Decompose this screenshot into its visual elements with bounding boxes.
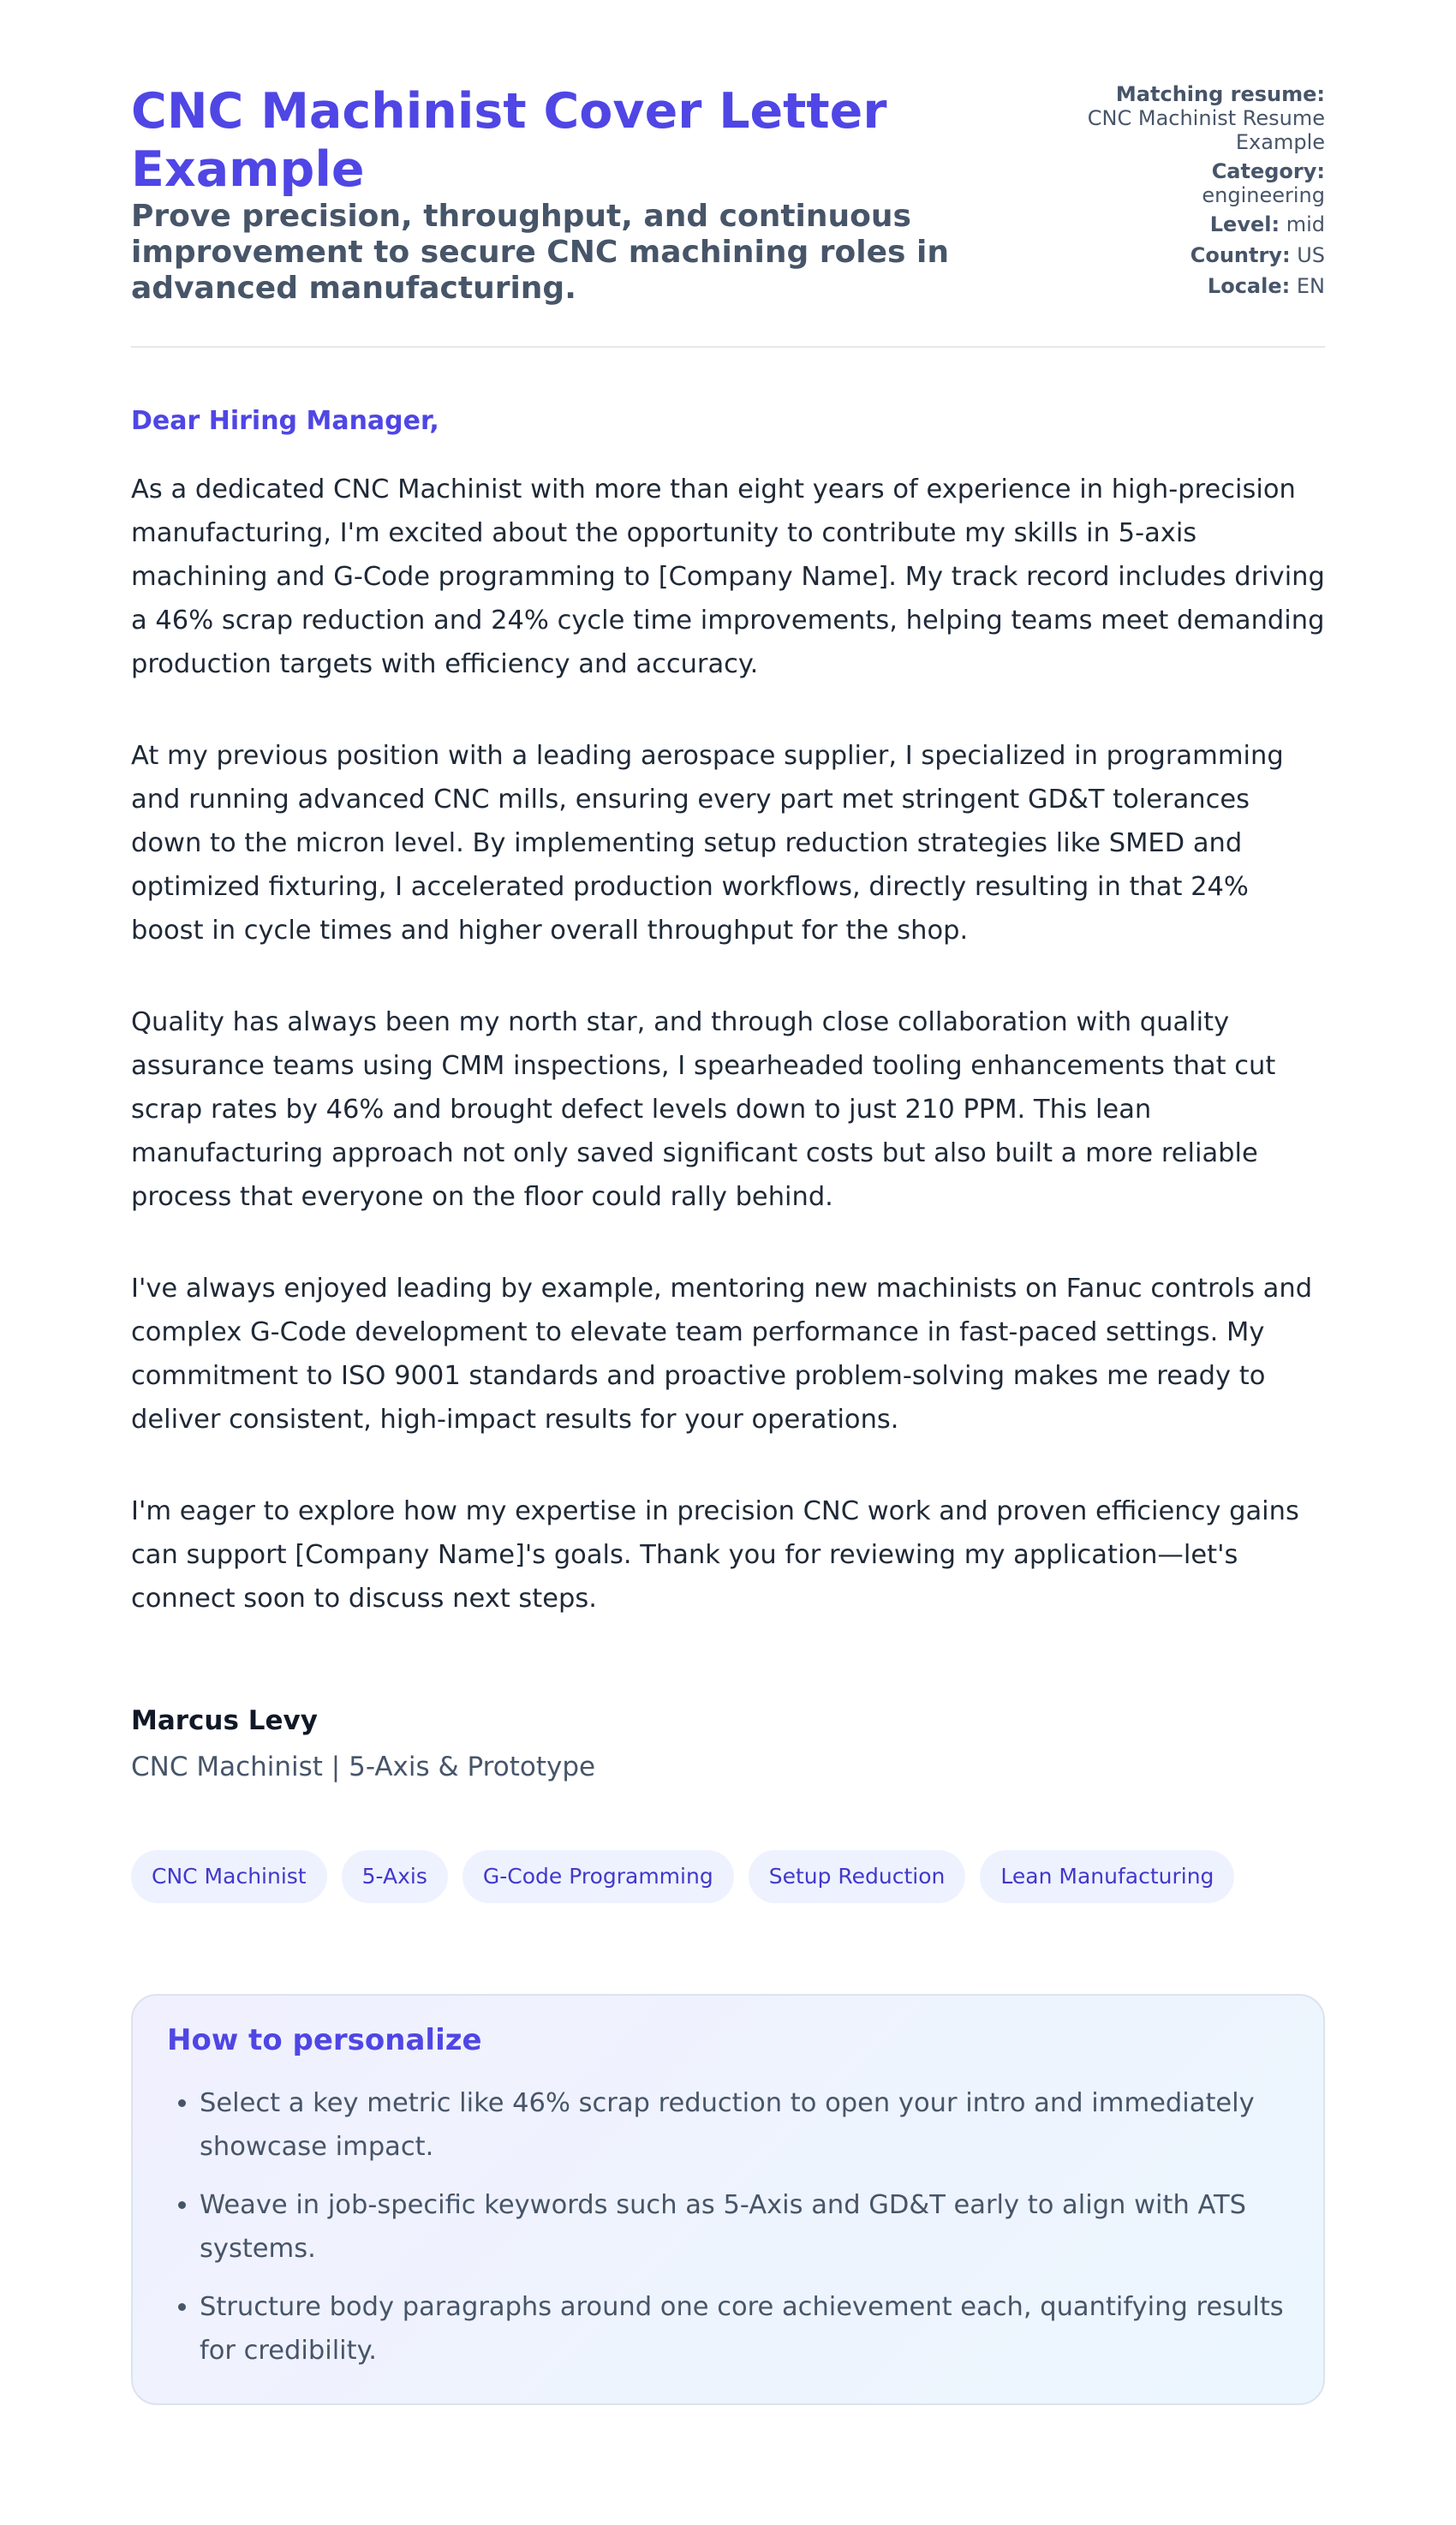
letter-greeting: Dear Hiring Manager, [131, 406, 439, 436]
meta-country [1068, 243, 1325, 267]
meta-level-value: mid [1286, 212, 1325, 236]
header-titles [131, 82, 988, 307]
skill-tag: G-Code Programming [462, 1850, 734, 1903]
tip-item: • Select a key metric like 46% scrap reduction to open your intro and immediately showcase impact. [200, 2081, 1289, 2169]
tips-list [167, 2081, 1289, 2373]
personalize-tips-box [131, 1994, 1325, 2405]
signature-name: Marcus Levy [131, 1705, 318, 1736]
page-subtitle: Prove precision, throughput, and continuous improvement to secure CNC machining roles in advanced manufacturing. [131, 199, 949, 306]
meta-category-value: engineering [1202, 183, 1325, 207]
letter-paragraph: Quality has always been my north star, and through close collaboration with quality assurance teams using CMM inspections, I spearheaded tooling enhancements that cut scrap rates by 46% and brought defect levels down to just 210 PPM. This lean manufacturing approach not only saved significant costs but also built a more reliable process that everyone on the floor could rally behind. [131, 1007, 1276, 1212]
meta-locale-value: EN [1296, 274, 1325, 298]
letter-body [131, 406, 1325, 1783]
skill-tag: 5-Axis [342, 1850, 448, 1903]
tips-title: How to personalize [167, 2023, 482, 2057]
meta-category-label: Category: [1211, 159, 1325, 183]
meta-matching-resume [1068, 82, 1325, 154]
meta-country-label: Country: [1190, 243, 1291, 267]
tip-item: • Structure body paragraphs around one core achievement each, quantifying results for credibility. [200, 2285, 1289, 2373]
tip-item: • Weave in job-specific keywords such as 5-Axis and GD&T early to align with ATS systems. [200, 2183, 1289, 2271]
skill-tag: CNC Machinist [131, 1850, 327, 1903]
meta-locale-label: Locale: [1207, 274, 1291, 298]
letter-paragraph: I'm eager to explore how my expertise in precision CNC work and proven efficiency gains can support [Company Name]'s goals. Thank you for reviewing my application—let's connect soon to discuss next steps. [131, 1496, 1299, 1614]
page-title: CNC Machinist Cover Letter Example [131, 83, 887, 198]
meta-level-label: Level: [1209, 212, 1280, 236]
skill-tags [131, 1850, 1325, 1903]
meta-category [1068, 159, 1325, 207]
letter-paragraph: I've always enjoyed leading by example, mentoring new machinists on Fanuc controls and complex G-Code development to elevate team performance in fast-paced settings. My commitment to ISO 9001 standards and proactive problem-solving makes me ready to deliver consistent, high-impact results for your operations. [131, 1274, 1313, 1435]
letter-paragraph: As a dedicated CNC Machinist with more than eight years of experience in high-precision manufacturing, I'm excited about the opportunity to contribute my skills in 5-axis machining and G-Code programming to [Company Name]. My track record includes driving a 46% scrap reduction and 24% cycle time improvements, helping teams meet demanding production targets with efficiency and accuracy. [131, 475, 1325, 679]
meta-matching-resume-value: CNC Machinist Resume Example [1087, 106, 1325, 154]
skill-tag: Lean Manufacturing [980, 1850, 1234, 1903]
page-header [131, 82, 1325, 348]
signature-title: CNC Machinist | 5-Axis & Prototype [131, 1752, 596, 1782]
meta-matching-resume-label: Matching resume: [1115, 82, 1325, 106]
meta-level [1068, 212, 1325, 236]
skill-tag: Setup Reduction [749, 1850, 966, 1903]
letter-paragraph: At my previous position with a leading aerospace supplier, I specialized in programming and running advanced CNC mills, ensuring every part met stringent GD&T tolerances down to the micron level. By implementing setup reduction strategies like SMED and optimized fixturing, I accelerated production workflows, directly resulting in that 24% boost in cycle times and higher overall throughput for the shop. [131, 741, 1284, 946]
meta-locale [1068, 274, 1325, 298]
meta-country-value: US [1297, 243, 1325, 267]
meta-panel [1068, 82, 1325, 305]
